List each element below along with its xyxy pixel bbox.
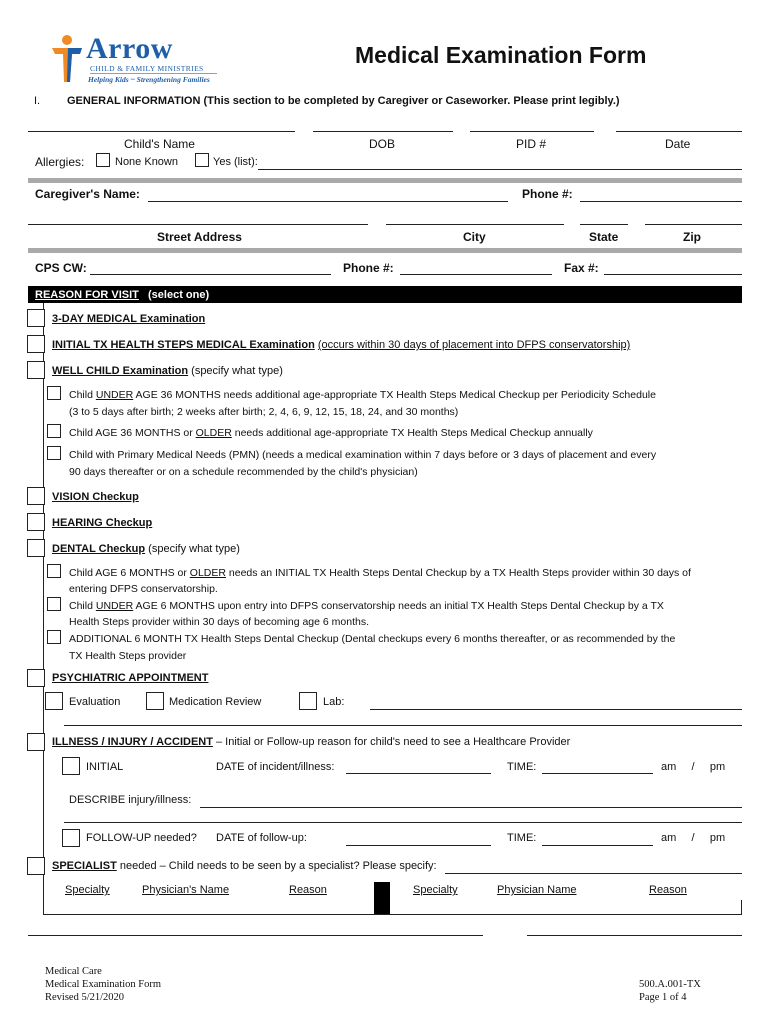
- describe-label: DESCRIBE injury/illness:: [69, 794, 192, 806]
- followup-label: FOLLOW-UP needed?: [86, 832, 197, 844]
- specialist-divider: [374, 882, 390, 914]
- illness-initial-label: INITIAL: [86, 761, 124, 773]
- section-heading: GENERAL INFORMATION (This section to be completed by Caregiver or Caseworker. Please print legibly.): [67, 95, 620, 107]
- specialty-col-header-2: Specialty: [413, 884, 458, 896]
- caregiver-line[interactable]: [148, 201, 508, 202]
- hearing-checkbox[interactable]: [27, 513, 45, 531]
- dental-over-6-label-2: entering DFPS conservatorship.: [69, 583, 218, 595]
- vision-label: VISION Checkup: [52, 491, 139, 503]
- divider-bar-2: [28, 248, 742, 253]
- dob-label: DOB: [369, 137, 396, 151]
- arrow-logo-icon: [50, 34, 86, 86]
- dental-sub: (specify what type): [148, 543, 240, 555]
- divider-bar: [28, 178, 742, 183]
- specialist-box-right: [741, 900, 742, 915]
- well-child-main: WELL CHILD Examination: [52, 365, 189, 377]
- reason-col-header: Reason: [289, 884, 327, 896]
- child-name-label: Child's Name: [124, 137, 195, 151]
- illness-checkbox[interactable]: [27, 733, 45, 751]
- hearing-label: HEARING Checkup: [52, 517, 153, 529]
- physician-col-header: Physician's Name: [142, 884, 230, 896]
- text: OLDER: [189, 567, 226, 579]
- reason-subtitle: (select one): [148, 289, 210, 301]
- footer-line3: Revised 5/21/2020: [45, 992, 125, 1003]
- cps-label: CPS CW:: [35, 261, 87, 275]
- dental-main: DENTAL Checkup: [52, 543, 146, 555]
- am-pm-label-2: am / pm: [661, 832, 726, 844]
- followup-checkbox[interactable]: [62, 829, 80, 847]
- dental-under-6-label-2: Health Steps provider within 30 days of becoming age 6 months.: [69, 616, 370, 628]
- zip-label: Zip: [683, 230, 701, 244]
- city-label: City: [463, 230, 486, 244]
- vision-checkbox[interactable]: [27, 487, 45, 505]
- cps-phone-label: Phone #:: [343, 261, 394, 275]
- dental-under-6-label: [69, 600, 664, 612]
- lab-line[interactable]: [370, 709, 742, 710]
- logo-brand: Arrow: [86, 32, 173, 65]
- text: Child: [69, 389, 96, 401]
- caregiver-phone-line[interactable]: [580, 201, 742, 202]
- reason-left-rule: [43, 303, 44, 915]
- reason-col-header-2: Reason: [649, 884, 687, 896]
- initial-tx-sub: (occurs within 30 days of placement into DFPS conservatorship): [317, 339, 631, 351]
- text: AGE 36 MONTHS needs additional age-appropriate TX Health Steps Medical Checkup per Periodicity Schedule: [133, 389, 656, 401]
- footer-line2: Medical Examination Form: [45, 979, 162, 990]
- cps-phone-line[interactable]: [400, 274, 552, 275]
- page-title: Medical Examination Form: [355, 42, 647, 68]
- well-pmn-label: Child with Primary Medical Needs (PMN) (needs a medical examination within 7 days before or 3 days of placement and every: [69, 449, 657, 461]
- dental-additional-checkbox[interactable]: [47, 630, 61, 644]
- evaluation-label: Evaluation: [69, 696, 121, 708]
- fax-label: Fax #:: [564, 261, 599, 275]
- psychiatric-label: PSYCHIATRIC APPOINTMENT: [52, 672, 209, 684]
- time-line-2[interactable]: [542, 845, 653, 846]
- logo: [50, 34, 225, 86]
- dental-checkbox[interactable]: [27, 539, 45, 557]
- specialist-checkbox[interactable]: [27, 857, 45, 875]
- text: UNDER: [95, 600, 134, 612]
- time-label: TIME:: [507, 761, 537, 773]
- date-label: Date: [665, 137, 691, 151]
- caregiver-phone-label: Phone #:: [522, 187, 573, 201]
- date-line[interactable]: [616, 131, 742, 132]
- medication-review-checkbox[interactable]: [146, 692, 164, 710]
- street-line[interactable]: [28, 224, 368, 225]
- specialist-box-bottom: [43, 914, 742, 915]
- am-pm-label: am / pm: [661, 761, 726, 773]
- well-pmn-label-2: 90 days thereafter or on a schedule recommended by the child's physician): [69, 466, 418, 478]
- none-known-checkbox[interactable]: [96, 153, 110, 167]
- child-name-line[interactable]: [28, 131, 295, 132]
- reason-title: REASON FOR VISIT: [35, 289, 139, 301]
- allergies-yes-label: Yes (list):: [213, 156, 258, 168]
- well-child-checkbox[interactable]: [27, 361, 45, 379]
- well-over-36-checkbox[interactable]: [47, 424, 61, 438]
- text: Child AGE 36 MONTHS or: [69, 427, 196, 439]
- signature-line-right[interactable]: [527, 935, 742, 936]
- initial-tx-checkbox[interactable]: [27, 335, 45, 353]
- date-incident-label: DATE of incident/illness:: [216, 761, 335, 773]
- lab-line-2[interactable]: [64, 725, 742, 726]
- date-followup-label: DATE of follow-up:: [216, 832, 307, 844]
- state-line[interactable]: [580, 224, 628, 225]
- caregiver-label: Caregiver's Name:: [35, 187, 140, 201]
- illness-label: [52, 736, 570, 748]
- illness-initial-checkbox[interactable]: [62, 757, 80, 775]
- text: OLDER: [195, 427, 232, 439]
- specialist-sub: needed – Child needs to be seen by a specialist? Please specify:: [116, 860, 437, 872]
- time-label-2: TIME:: [507, 832, 537, 844]
- fax-line[interactable]: [604, 274, 742, 275]
- footer-page: Page 1 of 4: [639, 992, 687, 1003]
- allergies-yes-checkbox[interactable]: [195, 153, 209, 167]
- footer-line1: Medical Care: [45, 966, 102, 977]
- three-day-label: 3-DAY MEDICAL Examination: [52, 313, 206, 325]
- specialist-line[interactable]: [445, 873, 742, 874]
- date-incident-line[interactable]: [346, 773, 491, 774]
- dental-over-6-label: [69, 567, 691, 579]
- cps-line[interactable]: [90, 274, 331, 275]
- lab-checkbox[interactable]: [299, 692, 317, 710]
- initial-tx-label: [52, 339, 630, 351]
- well-child-sub: (specify what type): [191, 365, 283, 377]
- illness-sub: – Initial or Follow-up reason for child's need to see a Healthcare Provider: [212, 736, 571, 748]
- dental-label: [52, 543, 240, 555]
- logo-rule: [90, 73, 217, 74]
- text: Child AGE 6 MONTHS or: [69, 567, 190, 579]
- signature-line-left[interactable]: [28, 935, 483, 936]
- well-pmn-checkbox[interactable]: [47, 446, 61, 460]
- dental-additional-label-2: TX Health Steps provider: [69, 650, 187, 662]
- well-under-36-schedule: (3 to 5 days after birth; 2 weeks after birth; 2, 4, 6, 9, 12, 15, 18, 24, and 30 months): [69, 406, 459, 418]
- logo-tagline: Helping Kids ~ Strengthening Families: [88, 75, 210, 84]
- logo-line1: CHILD & FAMILY MINISTRIES: [90, 64, 204, 73]
- dental-over-6-checkbox[interactable]: [47, 564, 61, 578]
- well-under-36-checkbox[interactable]: [47, 386, 61, 400]
- three-day-checkbox[interactable]: [27, 309, 45, 327]
- describe-line[interactable]: [200, 807, 742, 808]
- specialist-main: SPECIALIST: [52, 860, 117, 872]
- text: needs an INITIAL TX Health Steps Dental Checkup by a TX Health Steps provider within 30 days of: [225, 567, 691, 579]
- medication-review-label: Medication Review: [169, 696, 262, 708]
- well-over-36-label: [69, 427, 593, 439]
- date-followup-line[interactable]: [346, 845, 491, 846]
- psychiatric-checkbox[interactable]: [27, 669, 45, 687]
- time-line[interactable]: [542, 773, 653, 774]
- describe-line-2[interactable]: [64, 822, 742, 823]
- initial-tx-main: INITIAL TX HEALTH STEPS MEDICAL Examination: [52, 339, 315, 351]
- zip-line[interactable]: [645, 224, 742, 225]
- city-line[interactable]: [386, 224, 564, 225]
- text: Child: [69, 600, 96, 612]
- lab-label: Lab:: [323, 696, 345, 708]
- well-child-label: [52, 365, 283, 377]
- pid-line[interactable]: [470, 131, 594, 132]
- pid-label: PID #: [516, 137, 547, 151]
- evaluation-checkbox[interactable]: [45, 692, 63, 710]
- section-number: I.: [34, 95, 41, 107]
- footer-code: 500.A.001-TX: [639, 979, 701, 990]
- street-label: Street Address: [157, 230, 242, 244]
- dental-additional-label: ADDITIONAL 6 MONTH TX Health Steps Dental Checkup (Dental checkups every 6 months thereafter, or as recommended by the: [69, 633, 676, 645]
- specialty-col-header: Specialty: [65, 884, 110, 896]
- text: needs additional age-appropriate TX Health Steps Medical Checkup annually: [231, 427, 593, 439]
- illness-main: ILLNESS / INJURY / ACCIDENT: [52, 736, 213, 748]
- specialist-label: [52, 860, 437, 872]
- none-known-label: None Known: [115, 156, 178, 168]
- text: AGE 6 MONTHS upon entry into DFPS conservatorship needs an initial TX Health Steps Dental Checkup by a TX: [133, 600, 664, 612]
- allergies-label: Allergies:: [35, 155, 85, 169]
- state-label: State: [589, 230, 619, 244]
- dob-line[interactable]: [313, 131, 453, 132]
- text: UNDER: [95, 389, 134, 401]
- dental-under-6-checkbox[interactable]: [47, 597, 61, 611]
- physician-col-header-2: Physician Name: [497, 884, 577, 896]
- allergies-list-line[interactable]: [258, 169, 742, 170]
- well-under-36-label: [69, 389, 656, 401]
